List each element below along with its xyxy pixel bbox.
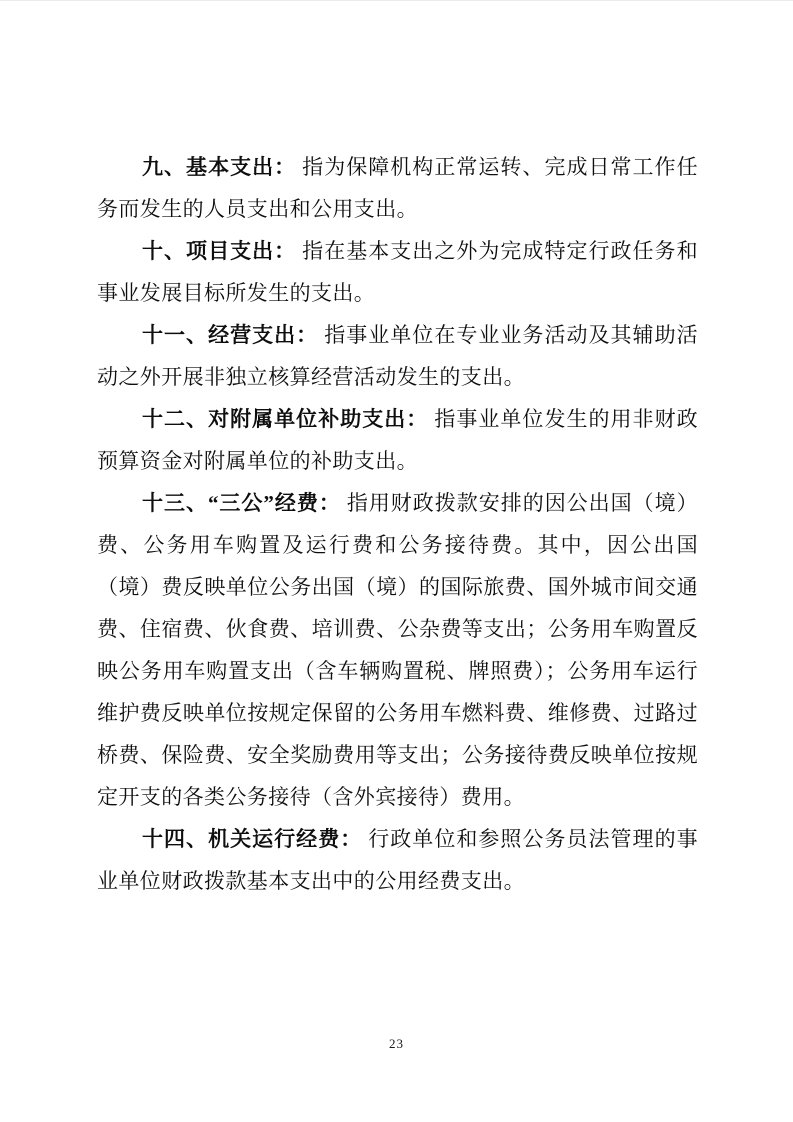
definition-operating-expenditure: 指事业单位在专业业务活动及其辅助活动之外开展非独立核算经营活动发生的支出。 [97, 323, 698, 389]
term-basic-expenditure: 九、基本支出： [142, 155, 297, 179]
term-agency-operating-funds: 十四、机关运行经费： [142, 827, 363, 851]
page-number: 23 [389, 1036, 404, 1051]
paragraph-operating-expenditure [97, 314, 698, 398]
term-project-expenditure: 十、项目支出： [142, 239, 297, 263]
definition-three-public-funds: 指用财政拨款安排的因公出国（境）费、公务用车购置及运行费和公务接待费。其中，因公出国（境）费反映单位公务出国（境）的国际旅费、国外城市间交通费、住宿费、伙食费、培训费、公杂费等支出；公务用车购置反映公务用车购置支出（含车辆购置税、牌照费）；公务用车运行维护费反映单位按规定保留的公务用车燃料费、维修费、过路过桥费、保险费、安全奖励费用等支出；公务接待费反映单位按规定开支的各类公务接待（含外宾接待）费用。 [97, 491, 698, 809]
paragraph-project-expenditure [97, 230, 698, 314]
document-text [97, 146, 698, 902]
term-operating-expenditure: 十一、经营支出： [142, 323, 319, 347]
definition-basic-expenditure: 指为保障机构正常运转、完成日常工作任务而发生的人员支出和公用支出。 [97, 155, 698, 221]
definition-subsidy-to-affiliates: 指事业单位发生的用非财政预算资金对附属单位的补助支出。 [97, 407, 698, 473]
term-subsidy-to-affiliates: 十二、对附属单位补助支出： [142, 407, 429, 431]
paragraph-subsidy-to-affiliates [97, 398, 698, 482]
term-three-public-funds: 十三、“三公”经费： [142, 491, 341, 515]
paragraph-three-public-funds [97, 482, 698, 818]
paragraph-agency-operating-funds [97, 818, 698, 902]
definition-project-expenditure: 指在基本支出之外为完成特定行政任务和事业发展目标所发生的支出。 [97, 239, 698, 305]
definition-agency-operating-funds: 行政单位和参照公务员法管理的事业单位财政拨款基本支出中的公用经费支出。 [97, 827, 698, 893]
paragraph-basic-expenditure [97, 146, 698, 230]
